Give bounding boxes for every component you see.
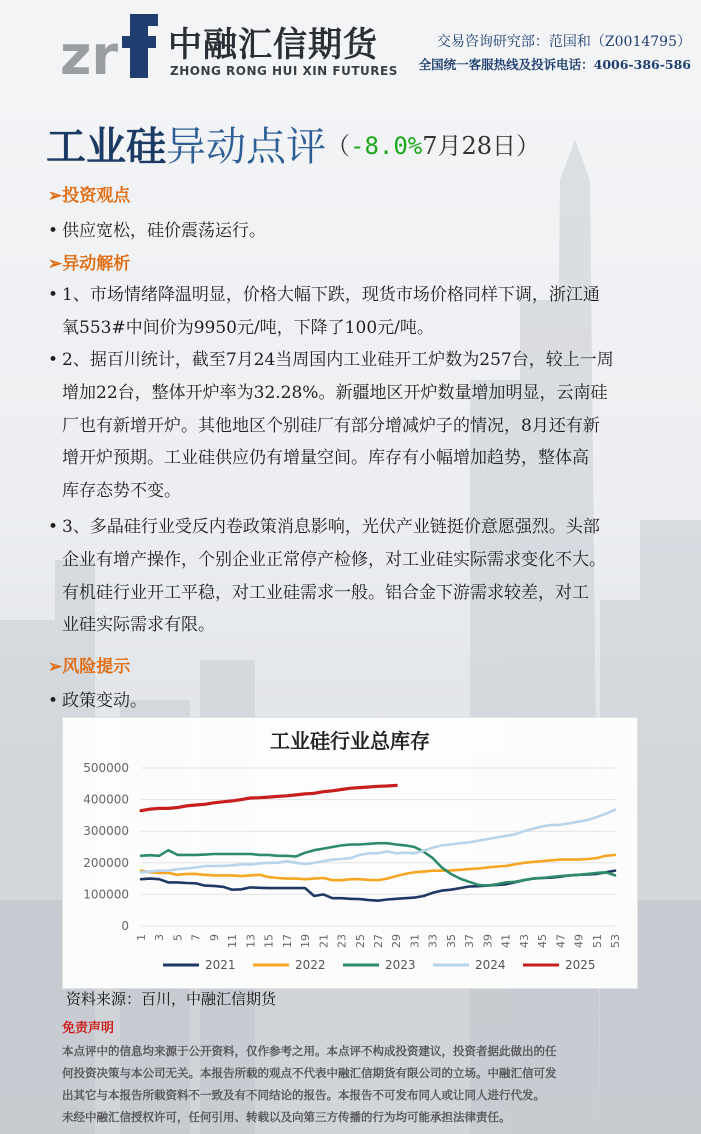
paragraph-line: • 1、市场情绪降温明显，价格大幅下跌，现货市场价格同样下调，浙江通 [48, 285, 600, 305]
report-title [46, 115, 540, 172]
disclaimer-text [62, 1040, 662, 1128]
x-tick-label: 25 [353, 934, 367, 948]
analyst-info: 交易咨询研究部：范国和（Z0014795） [436, 34, 691, 50]
risk-text: 政策变动。 [62, 691, 147, 711]
x-tick-label: 35 [444, 934, 458, 948]
x-tick-label: 11 [226, 934, 240, 948]
y-tick-label: 200000 [83, 855, 129, 870]
x-tick-label: 13 [244, 934, 258, 948]
paragraph-line: 业硅实际需求有限。 [62, 615, 215, 636]
bullet-dot: • [48, 221, 59, 241]
x-tick-label: 17 [280, 934, 294, 948]
x-tick-label: 7 [189, 934, 203, 941]
risk-bullet [48, 686, 147, 711]
x-tick-label: 3 [153, 934, 167, 941]
section-heading-risk: ➢风险提示 [48, 657, 131, 677]
x-tick-label: 53 [609, 934, 622, 948]
hotline-info: 全国统一客服热线及投诉电话：4006-386-586 [418, 57, 691, 72]
company-name-cn: 中融汇信期货 [168, 25, 378, 65]
company-name-en: ZHONG RONG HUI XIN FUTURES [170, 64, 398, 78]
analysis-paragraph-1 [48, 279, 660, 345]
disclaimer-line: 何投资决策与本公司无关。本报告所载的观点不代表中融汇信期货有限公司的立场。中融汇信可发 [62, 1066, 557, 1080]
x-tick-label: 5 [171, 934, 185, 941]
x-tick-label: 37 [463, 934, 477, 948]
legend-label-2022: 2022 [295, 958, 326, 972]
series-line-2025 [141, 785, 396, 810]
analysis-paragraph-2 [48, 344, 660, 508]
legend-label-2024: 2024 [475, 958, 506, 972]
paragraph-line: 企业有增产操作，个别企业正常停产检修，对工业硅实际需求变化不大。 [62, 549, 606, 570]
x-tick-label: 9 [207, 934, 221, 941]
x-tick-label: 15 [262, 934, 276, 948]
x-tick-label: 31 [408, 934, 422, 948]
x-tick-label: 33 [426, 934, 440, 948]
paragraph-line: 增加22台，整体开炉率为32.28%。新疆地区开炉数量增加明显，云南硅 [62, 382, 608, 403]
x-tick-label: 41 [499, 934, 513, 948]
section-heading-analysis: ➢异动解析 [48, 254, 131, 274]
y-tick-label: 100000 [83, 887, 129, 902]
bullet-dot: • [48, 691, 59, 711]
legend-label-2023: 2023 [385, 958, 416, 972]
x-tick-label: 51 [590, 934, 604, 948]
disclaimer-line: 出其它与本报告所载资料不一致及有不同结论的报告。本报告不可发布同人或让同人进行代发。 [62, 1088, 545, 1102]
paragraph-line: 厂也有新增开炉。其他地区个别硅厂有部分增减炉子的情况，8月还有新 [62, 415, 600, 436]
x-tick-label: 27 [372, 934, 385, 948]
x-tick-label: 29 [390, 934, 404, 948]
title-open-paren: （ [326, 132, 350, 160]
company-logo-icon [60, 12, 158, 82]
legend-label-2025: 2025 [565, 958, 596, 972]
y-tick-label: 0 [121, 919, 129, 933]
title-date: 7月28日） [422, 132, 541, 160]
title-price-change: -8.0% [350, 132, 423, 160]
x-tick-label: 21 [317, 934, 331, 948]
title-product: 工业硅 [46, 123, 166, 170]
paragraph-line: • 3、多晶硅行业受反内卷政策消息影响，光伏产业链挺价意愿强烈。头部 [48, 517, 600, 537]
y-tick-label: 400000 [83, 792, 129, 807]
x-tick-label: 39 [481, 934, 495, 948]
x-tick-label: 1 [135, 934, 148, 941]
y-tick-label: 500000 [83, 761, 129, 775]
series-line-2022 [141, 855, 615, 880]
title-type: 异动点评 [166, 124, 326, 170]
paragraph-line: 库存态势不变。 [62, 481, 181, 502]
x-tick-label: 23 [335, 934, 349, 948]
inventory-chart-svg [63, 718, 637, 988]
y-tick-label: 300000 [83, 824, 129, 839]
view-text: 供应宽松，硅价震荡运行。 [62, 221, 266, 241]
view-bullet [48, 216, 266, 241]
inventory-chart [62, 717, 638, 989]
analysis-paragraph-3 [48, 511, 660, 642]
disclaimer-line: 本点评中的信息均来源于公开资料，仅作参考之用。本点评不构成投资建议，投资者据此做出的任 [62, 1044, 557, 1058]
disclaimer-line: 未经中融汇信授权许可，任何引用、转载以及向第三方传播的行为均可能承担法律责任。 [62, 1110, 511, 1124]
x-tick-label: 19 [299, 934, 313, 948]
svg-text:zr: zr [60, 24, 119, 82]
x-tick-label: 45 [536, 934, 550, 948]
x-tick-label: 43 [517, 934, 531, 948]
paragraph-line: 有机硅行业开工平稳，对工业硅需求一般。铝合金下游需求较差，对工 [62, 582, 589, 603]
report-header [0, 0, 701, 96]
paragraph-line: • 2、据百川统计，截至7月24当周国内工业硅开工炉数为257台，较上一周 [48, 350, 614, 370]
paragraph-line: 氧553#中间价为9950元/吨，下降了100元/吨。 [62, 317, 434, 338]
chart-title: 工业硅行业总库存 [270, 729, 430, 753]
x-tick-label: 49 [572, 934, 586, 948]
disclaimer-title: 免责声明 [62, 1021, 115, 1036]
x-tick-label: 47 [554, 934, 568, 948]
data-source: 资料来源：百川，中融汇信期货 [66, 990, 277, 1008]
paragraph-line: 增开炉预期。工业硅供应仍有增量空间。库存有小幅增加趋势，整体高 [62, 448, 589, 469]
legend-label-2021: 2021 [205, 958, 236, 972]
section-heading-view: ➢投资观点 [48, 186, 131, 206]
